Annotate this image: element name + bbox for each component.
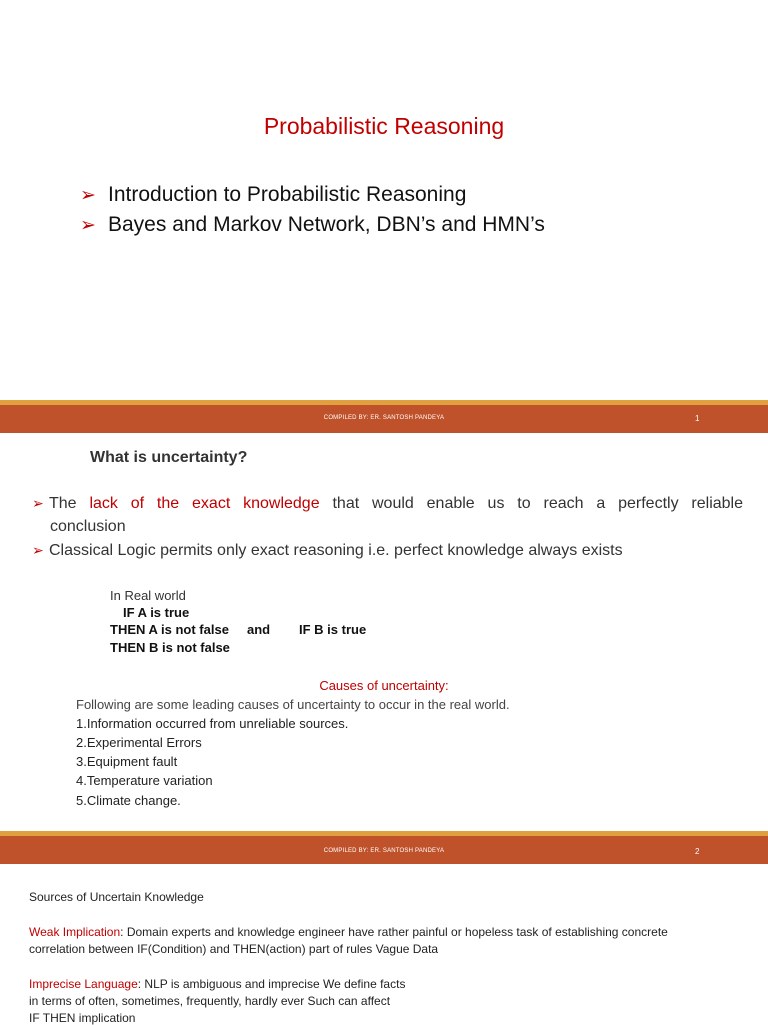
cause-item-3: 3.Equipment fault <box>76 754 178 769</box>
slide3-heading: Sources of Uncertain Knowledge <box>29 890 204 904</box>
causes-intro: Following are some leading causes of uncertainty to occur in the real world. <box>76 697 510 712</box>
weak-implication-line-1 <box>29 925 668 939</box>
real-world-line-3: THEN B is not false <box>110 640 230 655</box>
slide1-page-number: 1 <box>695 414 700 423</box>
bullet1-highlight: lack of the exact knowledge <box>89 495 320 512</box>
slide2-bullet-2-text: Classical Logic permits only exact reasoning i.e. perfect knowledge always exists <box>49 542 623 559</box>
slide2-bullet-1-line1 <box>32 495 743 513</box>
bullet1-pre: The <box>49 495 77 512</box>
arrow-bullet-icon: ➢ <box>80 185 96 206</box>
arrow-bullet-icon: ➢ <box>32 542 44 558</box>
slide1-footer-text: COMPILED BY: ER. SANTOSH PANDEYA <box>323 415 445 421</box>
slide2-page-number: 2 <box>695 847 700 856</box>
slide2-bullet-2 <box>32 542 623 560</box>
imprecise-language-line-2: in terms of often, sometimes, frequently, hardly ever Such can affect <box>29 994 391 1008</box>
slide2-heading: What is uncertainty? <box>90 449 248 466</box>
slide1-title: Probabilistic Reasoning <box>263 113 505 139</box>
weak-implication-label: Weak Implication <box>29 925 121 939</box>
real-world-line-2: THEN A is not false and IF B is true <box>110 622 367 637</box>
slide1-bullet-2-text: Bayes and Markov Network, DBN’s and HMN’s <box>108 213 545 236</box>
cause-item-1: 1.Information occurred from unreliable sources. <box>76 716 349 731</box>
cause-item-4: 4.Temperature variation <box>76 773 213 788</box>
cause-item-2: 2.Experimental Errors <box>76 735 202 750</box>
slide2-bullet-1-line2: conclusion <box>50 518 126 535</box>
real-world-label: In Real world <box>110 588 186 603</box>
slide1-bullet-1-text: Introduction to Probabilistic Reasoning <box>108 183 467 206</box>
weak-implication-text-1: : Domain experts and knowledge engineer have rather painful or hopeless task of establishing concrete <box>120 925 668 939</box>
imprecise-language-line-3: IF THEN implication <box>29 1011 136 1025</box>
imprecise-language-line-1 <box>29 977 405 991</box>
weak-implication-line-2: correlation between IF(Condition) and THEN(action) part of rules Vague Data <box>29 942 439 956</box>
slide1-bullet-1 <box>80 183 466 207</box>
arrow-bullet-icon: ➢ <box>32 495 44 511</box>
cause-item-5: 5.Climate change. <box>76 793 181 808</box>
imprecise-language-label: Imprecise Language <box>29 977 138 991</box>
slide1-bullet-2 <box>80 213 545 237</box>
imprecise-language-text-1: : NLP is ambiguous and imprecise We define facts <box>137 977 406 991</box>
causes-title: Causes of uncertainty: <box>319 678 449 693</box>
bullet1-post: that would enable us to reach a perfectly reliable <box>332 495 744 512</box>
slide2-footer-text: COMPILED BY: ER. SANTOSH PANDEYA <box>323 848 445 854</box>
arrow-bullet-icon: ➢ <box>80 215 96 236</box>
slide2-bullet-1 <box>32 495 743 513</box>
real-world-line-1: IF A is true <box>123 605 190 620</box>
